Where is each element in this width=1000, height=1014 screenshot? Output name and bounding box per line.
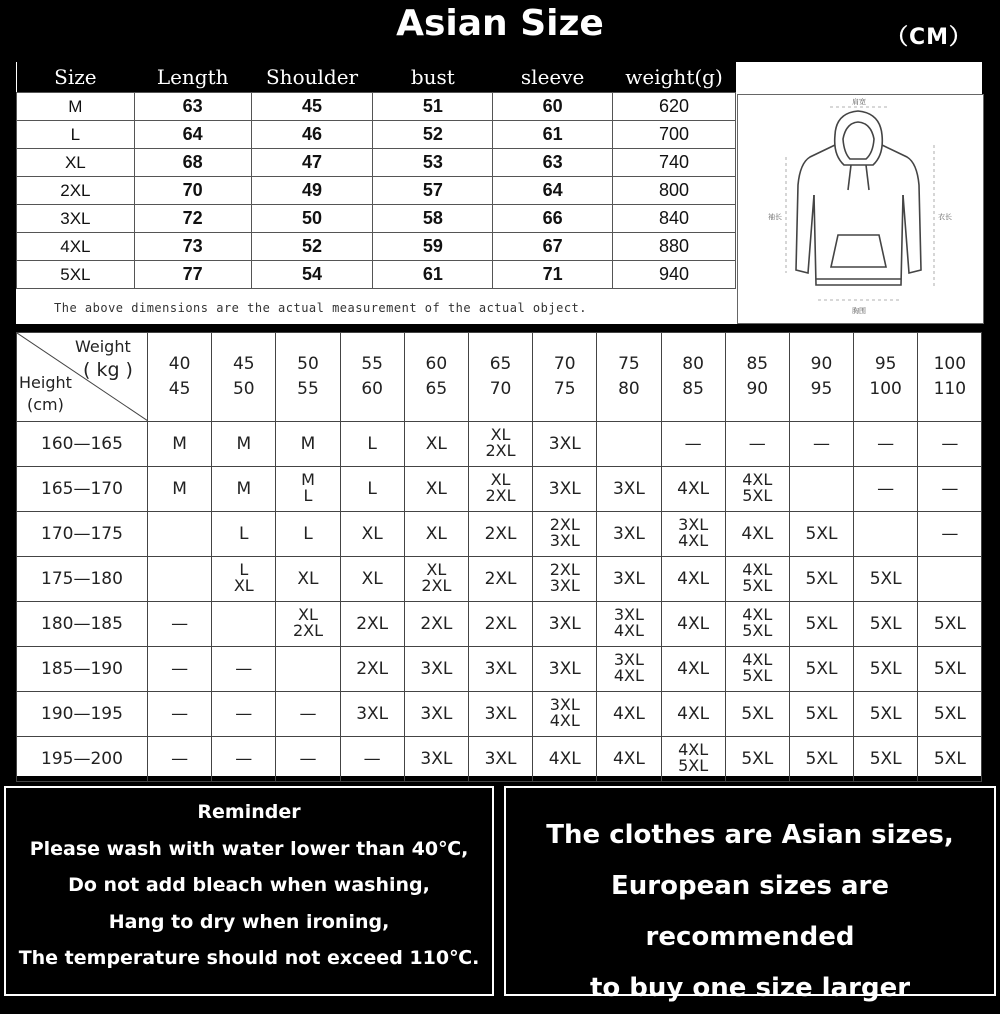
size-label-cell: 3XL: [17, 205, 135, 233]
recommended-size-cell: 5XL: [854, 557, 918, 602]
weight-min: 40: [168, 354, 191, 374]
svg-text:胸围: 胸围: [852, 307, 866, 315]
size-option: 4XL: [742, 560, 773, 579]
measurement-note: The above dimensions are the actual measurement of the actual object.: [54, 301, 587, 315]
size-value-cell: 47: [251, 149, 373, 177]
size-option: 3XL: [613, 650, 644, 669]
size-row: [17, 121, 736, 149]
care-reminder-box: [4, 786, 494, 996]
recommended-size-cell: 3XL: [597, 512, 661, 557]
recommended-size-cell: [661, 512, 725, 557]
reminder-line: The temperature should not exceed 110℃.: [18, 947, 480, 969]
recommended-size-cell: 3XL: [533, 467, 597, 512]
size-option: 3XL: [549, 576, 580, 595]
weight-max: 45: [168, 379, 191, 399]
recommended-size-cell: 4XL: [661, 647, 725, 692]
recommended-size-cell: [597, 647, 661, 692]
recommended-size-cell: 3XL: [597, 557, 661, 602]
header-weight: weight(g): [613, 62, 736, 93]
recommended-size-cell: —: [854, 467, 918, 512]
recommended-size-cell: —: [789, 422, 853, 467]
size-recommendation-panel: [16, 332, 982, 776]
recommended-size-cell: —: [212, 692, 276, 737]
height-row: [17, 692, 982, 737]
reminder-line: Hang to dry when ironing,: [108, 910, 390, 933]
recommended-size-cell: 5XL: [789, 692, 853, 737]
size-option: 4XL: [613, 666, 644, 685]
recommended-size-cell: 2XL: [340, 647, 404, 692]
size-row: [17, 149, 736, 177]
weight-max: 60: [361, 379, 383, 399]
size-option: 2XL: [485, 441, 516, 460]
unit-label: （CM）: [885, 25, 972, 50]
size-value-cell: 77: [134, 261, 251, 289]
height-range-cell: 165—170: [17, 467, 148, 512]
weight-range-cell: [212, 333, 276, 422]
size-value-cell: 49: [251, 177, 373, 205]
size-option: 4XL: [678, 531, 709, 550]
size-value-cell: 52: [373, 121, 493, 149]
header-size: Size: [17, 62, 135, 93]
recommended-size-cell: 5XL: [725, 737, 789, 782]
weight-max: 110: [933, 379, 967, 399]
size-table-header: [17, 62, 736, 93]
recommended-size-cell: [918, 557, 982, 602]
size-value-cell: 840: [613, 205, 736, 233]
weight-max: 50: [232, 379, 255, 399]
recommended-size-cell: —: [212, 647, 276, 692]
height-row: [17, 737, 982, 782]
size-value-cell: 58: [373, 205, 493, 233]
size-row: [17, 261, 736, 289]
height-row: [17, 557, 982, 602]
advice-line: The clothes are Asian sizes,: [546, 820, 954, 850]
size-value-cell: 64: [493, 177, 613, 205]
size-value-cell: 800: [613, 177, 736, 205]
size-value-cell: 50: [251, 205, 373, 233]
size-option: 4XL: [742, 650, 773, 669]
size-option: XL: [233, 576, 254, 595]
size-label-cell: XL: [17, 149, 135, 177]
recommended-size-cell: XL: [276, 557, 340, 602]
recommended-size-cell: XL: [404, 467, 468, 512]
size-option: 5XL: [678, 756, 709, 775]
size-value-cell: 53: [373, 149, 493, 177]
weight-max: 65: [425, 379, 448, 399]
recommended-size-cell: 3XL: [468, 692, 532, 737]
height-range-cell: 185—190: [17, 647, 148, 692]
recommended-size-cell: 5XL: [918, 692, 982, 737]
weight-max: 95: [810, 379, 833, 399]
recommended-size-cell: 2XL: [404, 602, 468, 647]
size-option: L: [239, 560, 249, 579]
size-option: 2XL: [485, 486, 516, 505]
weight-range-cell: [468, 333, 532, 422]
weight-range-cell: [854, 333, 918, 422]
page-title: Asian Size: [396, 3, 604, 44]
height-axis-label: Height: [19, 373, 72, 392]
size-option: 5XL: [742, 666, 773, 685]
size-label-cell: 2XL: [17, 177, 135, 205]
size-label-cell: 4XL: [17, 233, 135, 261]
recommended-size-cell: 5XL: [854, 647, 918, 692]
size-recommendation-table: [16, 332, 982, 782]
svg-text:肩宽: 肩宽: [852, 98, 866, 106]
recommended-size-cell: [597, 422, 661, 467]
recommended-size-cell: —: [148, 647, 212, 692]
weight-max: 55: [297, 379, 319, 399]
recommended-size-cell: 5XL: [725, 692, 789, 737]
recommended-size-cell: —: [148, 602, 212, 647]
recommended-size-cell: M: [212, 467, 276, 512]
advice-line: to buy one size larger: [589, 973, 911, 1003]
weight-max: 90: [746, 379, 769, 399]
weight-range-cell: [661, 333, 725, 422]
size-option: 2XL: [292, 621, 323, 640]
size-option: 5XL: [742, 621, 773, 640]
recommended-size-cell: —: [340, 737, 404, 782]
size-value-cell: 71: [493, 261, 613, 289]
recommended-size-cell: 3XL: [340, 692, 404, 737]
recommended-size-cell: [725, 602, 789, 647]
recommended-size-cell: 3XL: [533, 602, 597, 647]
recommended-size-cell: —: [148, 692, 212, 737]
size-row: [17, 205, 736, 233]
recommended-size-cell: L: [340, 422, 404, 467]
recommended-size-cell: 5XL: [789, 737, 853, 782]
recommended-size-cell: L: [276, 512, 340, 557]
recommended-size-cell: [212, 557, 276, 602]
recommended-size-cell: [533, 512, 597, 557]
recommended-size-cell: M: [212, 422, 276, 467]
reminder-title: Reminder: [197, 801, 301, 823]
recommended-size-cell: —: [918, 512, 982, 557]
weight-min: 65: [489, 354, 512, 374]
recommended-size-cell: [468, 467, 532, 512]
recommended-size-cell: 3XL: [533, 647, 597, 692]
height-row: [17, 422, 982, 467]
weight-min: 55: [361, 354, 383, 374]
recommended-size-cell: [276, 602, 340, 647]
height-range-cell: 190—195: [17, 692, 148, 737]
size-value-cell: 68: [134, 149, 251, 177]
weight-range-cell: [918, 333, 982, 422]
weight-min: 45: [232, 354, 255, 374]
size-value-cell: 620: [613, 93, 736, 121]
size-option: 4XL: [678, 740, 709, 759]
recommended-size-cell: M: [148, 422, 212, 467]
size-value-cell: 61: [493, 121, 613, 149]
recommended-size-cell: M: [276, 422, 340, 467]
weight-min: 100: [933, 354, 967, 374]
recommended-size-cell: [533, 692, 597, 737]
height-range-cell: 180—185: [17, 602, 148, 647]
recommended-size-cell: [148, 557, 212, 602]
recommended-size-cell: —: [854, 422, 918, 467]
height-row: [17, 467, 982, 512]
height-unit-label: (cm): [27, 395, 64, 414]
recommended-size-cell: 3XL: [533, 422, 597, 467]
size-option: 4XL: [549, 711, 580, 730]
recommended-size-cell: [276, 647, 340, 692]
height-range-cell: 170—175: [17, 512, 148, 557]
size-value-cell: 60: [493, 93, 613, 121]
header-bust: bust: [373, 62, 493, 93]
hoodie-measurement-diagram-icon: [737, 94, 984, 324]
size-option: XL: [298, 605, 318, 624]
height-row: [17, 512, 982, 557]
size-value-cell: 54: [251, 261, 373, 289]
header-sleeve: sleeve: [493, 62, 613, 93]
size-advice-box: [504, 786, 996, 1003]
advice-line: European sizes are recommended: [611, 871, 889, 952]
recommended-size-cell: 5XL: [918, 602, 982, 647]
size-value-cell: 700: [613, 121, 736, 149]
size-option: XL: [490, 425, 511, 444]
recommended-size-cell: 2XL: [468, 602, 532, 647]
weight-range-cell: [789, 333, 853, 422]
recommended-size-cell: [789, 467, 853, 512]
size-value-cell: 51: [373, 93, 493, 121]
weight-min: 75: [618, 354, 640, 374]
size-option: XL: [426, 560, 447, 579]
size-chart-panel: [16, 62, 982, 324]
weight-range-cell: [340, 333, 404, 422]
header-length: Length: [134, 62, 251, 93]
recommended-size-cell: —: [918, 422, 982, 467]
height-row: [17, 602, 982, 647]
header-bar: [0, 0, 1000, 58]
size-option: 2XL: [549, 515, 580, 534]
recommended-size-cell: —: [661, 422, 725, 467]
recommended-size-cell: 3XL: [597, 467, 661, 512]
recommended-size-cell: XL: [404, 422, 468, 467]
size-value-cell: 57: [373, 177, 493, 205]
size-value-cell: 63: [134, 93, 251, 121]
recommended-size-cell: [148, 512, 212, 557]
height-range-cell: 160—165: [17, 422, 148, 467]
weight-min: 60: [425, 354, 448, 374]
recommended-size-cell: —: [276, 692, 340, 737]
recommended-size-cell: 5XL: [789, 557, 853, 602]
size-row: [17, 93, 736, 121]
size-value-cell: 46: [251, 121, 373, 149]
recommended-size-cell: 3XL: [468, 647, 532, 692]
size-value-cell: 52: [251, 233, 373, 261]
recommended-size-cell: L: [340, 467, 404, 512]
recommended-size-cell: 4XL: [661, 692, 725, 737]
recommended-size-cell: 5XL: [854, 602, 918, 647]
weight-min: 85: [746, 354, 769, 374]
recommended-size-cell: [725, 647, 789, 692]
recommended-size-cell: M: [148, 467, 212, 512]
recommended-size-cell: XL: [340, 512, 404, 557]
recommended-size-cell: [533, 557, 597, 602]
size-row: [17, 233, 736, 261]
recommended-size-cell: 4XL: [725, 512, 789, 557]
size-option: 2XL: [549, 560, 580, 579]
recommended-size-cell: 4XL: [597, 737, 661, 782]
size-option: L: [303, 486, 313, 505]
size-value-cell: 740: [613, 149, 736, 177]
recommended-size-cell: 5XL: [789, 512, 853, 557]
size-label-cell: 5XL: [17, 261, 135, 289]
size-value-cell: 66: [493, 205, 613, 233]
size-value-cell: 72: [134, 205, 251, 233]
recommended-size-cell: —: [725, 422, 789, 467]
recommended-size-cell: 5XL: [789, 647, 853, 692]
size-option: 3XL: [678, 515, 709, 534]
recommended-size-cell: 5XL: [918, 737, 982, 782]
size-value-cell: 880: [613, 233, 736, 261]
recommended-size-cell: 2XL: [468, 557, 532, 602]
height-range-cell: 175—180: [17, 557, 148, 602]
weight-min: 70: [553, 354, 576, 374]
size-option: 4XL: [742, 470, 773, 489]
size-value-cell: 67: [493, 233, 613, 261]
recommended-size-cell: XL: [404, 512, 468, 557]
recommended-size-cell: 3XL: [468, 737, 532, 782]
weight-min: 90: [810, 354, 833, 374]
weight-max: 85: [682, 379, 704, 399]
weight-axis-label: Weight: [75, 337, 131, 356]
size-option: 4XL: [613, 621, 644, 640]
recommended-size-cell: 5XL: [918, 647, 982, 692]
recommended-size-cell: [597, 602, 661, 647]
corner-cell: [17, 333, 148, 422]
recommended-size-cell: 5XL: [789, 602, 853, 647]
recommended-size-cell: —: [918, 467, 982, 512]
recommended-size-cell: [854, 512, 918, 557]
weight-header-row: [17, 333, 982, 422]
recommended-size-cell: 4XL: [661, 467, 725, 512]
size-value-cell: 59: [373, 233, 493, 261]
weight-max: 70: [489, 379, 512, 399]
recommended-size-cell: 5XL: [854, 692, 918, 737]
size-option: XL: [490, 470, 511, 489]
reminder-line: Please wash with water lower than 40℃,: [29, 837, 469, 860]
recommended-size-cell: 3XL: [404, 737, 468, 782]
recommended-size-cell: —: [148, 737, 212, 782]
recommended-size-cell: 4XL: [533, 737, 597, 782]
recommended-size-cell: 4XL: [661, 557, 725, 602]
header-shoulder: Shoulder: [251, 62, 373, 93]
weight-max: 100: [869, 379, 902, 399]
size-option: 3XL: [549, 695, 580, 714]
recommended-size-cell: 2XL: [340, 602, 404, 647]
size-label-cell: M: [17, 93, 135, 121]
size-value-cell: 45: [251, 93, 373, 121]
size-option: M: [301, 470, 315, 489]
weight-range-cell: [725, 333, 789, 422]
recommended-size-cell: XL: [340, 557, 404, 602]
recommended-size-cell: 4XL: [597, 692, 661, 737]
recommended-size-cell: [725, 467, 789, 512]
weight-range-cell: [404, 333, 468, 422]
recommended-size-cell: 3XL: [404, 692, 468, 737]
height-row: [17, 647, 982, 692]
recommended-size-cell: [212, 602, 276, 647]
size-option: 4XL: [742, 605, 773, 624]
size-value-cell: 940: [613, 261, 736, 289]
recommended-size-cell: [276, 467, 340, 512]
height-range-cell: 195—200: [17, 737, 148, 782]
size-value-cell: 63: [493, 149, 613, 177]
size-value-cell: 70: [134, 177, 251, 205]
size-value-cell: 64: [134, 121, 251, 149]
svg-text:袖长: 袖长: [768, 213, 782, 221]
size-option: 3XL: [613, 605, 644, 624]
weight-unit-label: ( kg ): [83, 359, 133, 381]
weight-range-cell: [597, 333, 661, 422]
size-row: [17, 177, 736, 205]
recommended-size-cell: [468, 422, 532, 467]
weight-max: 80: [618, 379, 640, 399]
size-value-cell: 61: [373, 261, 493, 289]
reminder-line: Do not add bleach when washing,: [68, 874, 430, 896]
recommended-size-cell: —: [276, 737, 340, 782]
recommended-size-cell: 2XL: [468, 512, 532, 557]
recommended-size-cell: [404, 557, 468, 602]
recommended-size-cell: 4XL: [661, 602, 725, 647]
recommended-size-cell: 5XL: [854, 737, 918, 782]
recommended-size-cell: L: [212, 512, 276, 557]
weight-range-cell: [148, 333, 212, 422]
size-option: 5XL: [742, 576, 773, 595]
size-table: [16, 62, 736, 289]
recommended-size-cell: —: [212, 737, 276, 782]
size-value-cell: 73: [134, 233, 251, 261]
size-option: 5XL: [742, 486, 773, 505]
weight-range-cell: [533, 333, 597, 422]
svg-text:衣长: 衣长: [938, 213, 952, 221]
weight-min: 80: [682, 354, 704, 374]
size-label-cell: L: [17, 121, 135, 149]
weight-range-cell: [276, 333, 340, 422]
weight-min: 50: [297, 354, 319, 374]
weight-min: 95: [874, 354, 897, 374]
size-option: 3XL: [549, 531, 580, 550]
recommended-size-cell: [661, 737, 725, 782]
recommended-size-cell: 3XL: [404, 647, 468, 692]
weight-max: 75: [553, 379, 576, 399]
size-option: 2XL: [421, 576, 452, 595]
recommended-size-cell: [725, 557, 789, 602]
